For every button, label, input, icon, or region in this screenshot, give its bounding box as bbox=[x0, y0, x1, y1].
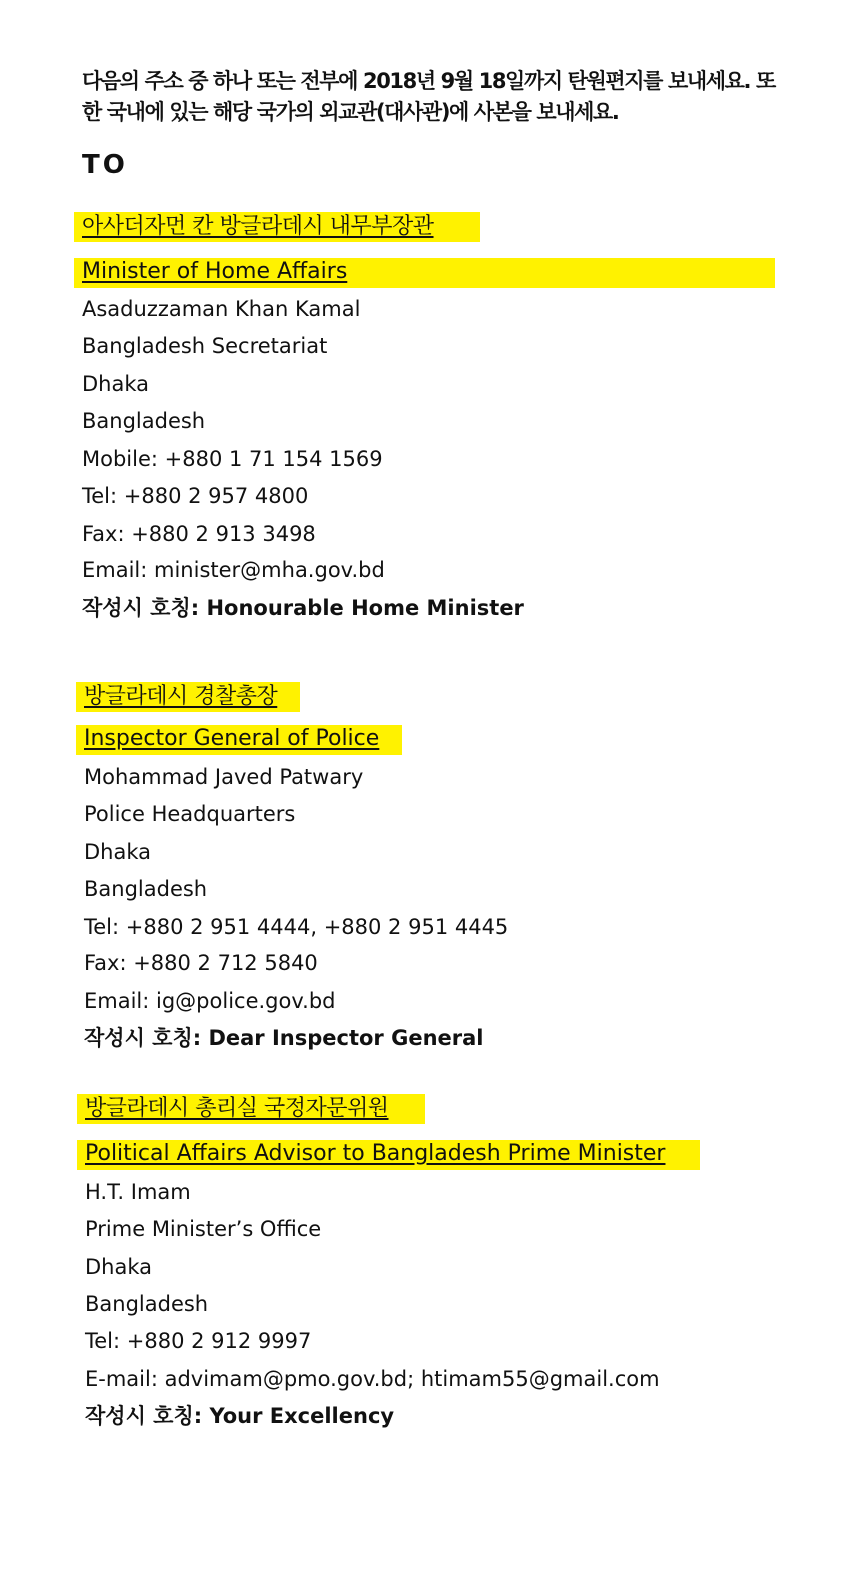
salutation-line bbox=[85, 1401, 394, 1431]
salutation-line bbox=[84, 1023, 483, 1053]
phone-line: Tel: +880 2 957 4800 bbox=[82, 484, 309, 508]
salutation-label: 작성시 호칭: bbox=[84, 1026, 202, 1050]
address-line: Police Headquarters bbox=[84, 802, 296, 826]
address-line: Bangladesh bbox=[84, 877, 208, 901]
salutation-line bbox=[82, 593, 524, 623]
phone-line: Mobile: +880 1 71 154 1569 bbox=[82, 447, 383, 471]
phone-line: Tel: +880 2 951 4444, +880 2 951 4445 bbox=[84, 915, 509, 939]
address-line: Dhaka bbox=[85, 1255, 153, 1279]
address-line: Bangladesh Secretariat bbox=[82, 334, 328, 358]
recipient-title-en: Minister of Home Affairs bbox=[82, 259, 348, 284]
address-line: Dhaka bbox=[84, 840, 152, 864]
address-line: Dhaka bbox=[82, 372, 150, 396]
salutation-label: 작성시 호칭: bbox=[85, 1404, 203, 1428]
address-line: Asaduzzaman Khan Kamal bbox=[82, 297, 361, 321]
to-heading: TO bbox=[82, 150, 128, 180]
salutation-value: Dear Inspector General bbox=[208, 1026, 484, 1050]
salutation-label: 작성시 호칭: bbox=[82, 596, 200, 620]
email-line: Email: ig@police.gov.bd bbox=[84, 989, 336, 1013]
recipient-title-ko: 아사더자먼 칸 방글라데시 내무부장관 bbox=[82, 214, 434, 239]
address-line: H.T. Imam bbox=[85, 1180, 191, 1204]
salutation-value: Your Excellency bbox=[209, 1404, 395, 1428]
email-line: E-mail: advimam@pmo.gov.bd; htimam55@gmail.com bbox=[85, 1367, 660, 1391]
recipient-title-ko: 방글라데시 경찰총장 bbox=[84, 684, 278, 709]
recipient-title-en: Inspector General of Police bbox=[84, 726, 380, 751]
intro-paragraph: 다음의 주소 중 하나 또는 전부에 2018년 9월 18일까지 탄원편지를 보내세요. 또한 국내에 있는 해당 국가의 외교관(대사관)에 사본을 보내세요. bbox=[82, 69, 775, 124]
fax-line: Fax: +880 2 913 3498 bbox=[82, 522, 316, 546]
phone-line: Tel: +880 2 912 9997 bbox=[85, 1329, 312, 1353]
recipient-title-ko: 방글라데시 총리실 국정자문위원 bbox=[85, 1096, 389, 1121]
salutation-value: Honourable Home Minister bbox=[206, 596, 524, 620]
address-line: Prime Minister’s Office bbox=[85, 1217, 322, 1241]
fax-line: Fax: +880 2 712 5840 bbox=[84, 951, 318, 975]
address-line: Mohammad Javed Patwary bbox=[84, 765, 364, 789]
address-line: Bangladesh bbox=[85, 1292, 209, 1316]
email-line: Email: minister@mha.gov.bd bbox=[82, 558, 385, 582]
address-line: Bangladesh bbox=[82, 409, 206, 433]
recipient-title-en: Political Affairs Advisor to Bangladesh Prime Minister bbox=[85, 1141, 666, 1166]
